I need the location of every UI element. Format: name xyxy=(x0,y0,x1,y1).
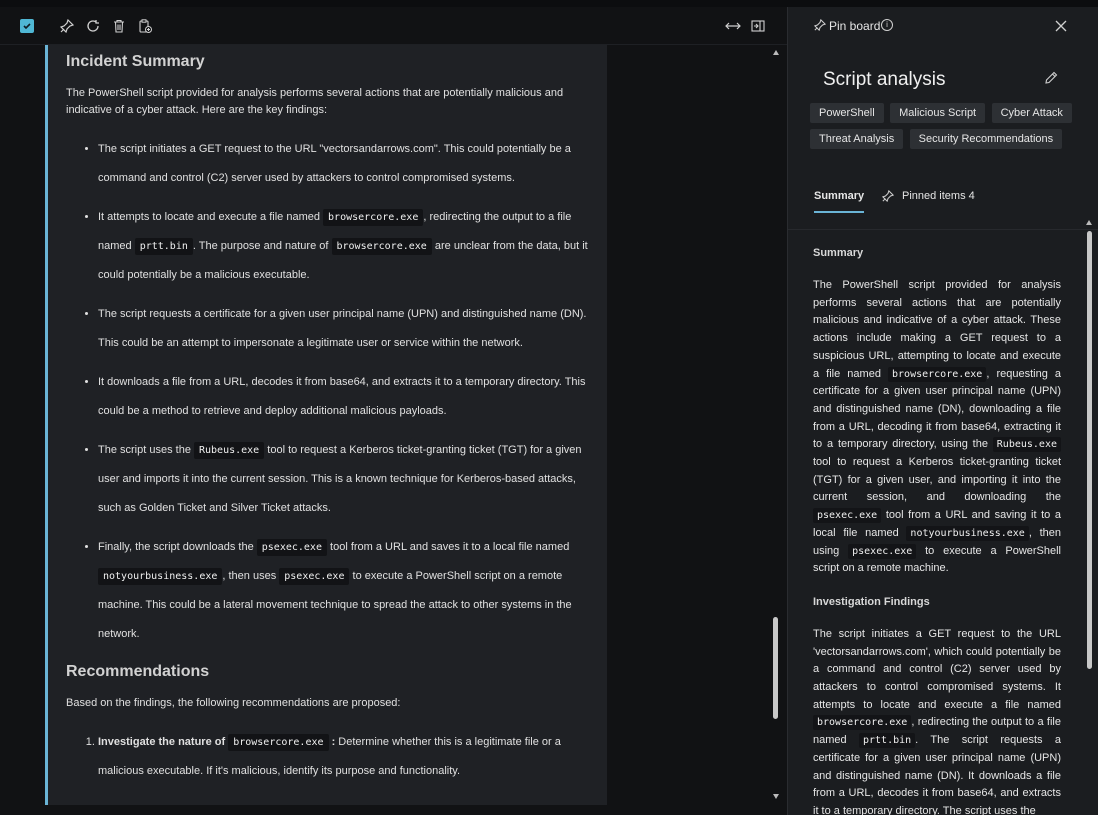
content-scrollbar[interactable] xyxy=(773,45,781,805)
analysis-content xyxy=(45,45,607,805)
delete-button[interactable] xyxy=(110,17,128,35)
recommendations-heading: Recommendations xyxy=(66,663,210,680)
tab-pinned-items[interactable] xyxy=(882,190,975,202)
pin-button[interactable] xyxy=(58,17,76,35)
close-icon[interactable] xyxy=(1055,20,1067,32)
window-top-strip xyxy=(0,0,1098,7)
findings-list xyxy=(66,135,589,649)
intro-text: The PowerShell script provided for analysis performs several actions that are potentially malicious and indicative of a cyber attack. Here are the key findings: xyxy=(66,87,564,116)
summary-body xyxy=(813,247,1061,815)
list-item: • The script requests a certificate for a given user principal name (UPN) and distinguished name (DN). This could be an attempt to impersonate a legitimate user or service within the network. xyxy=(98,300,589,358)
pin-icon xyxy=(814,19,826,31)
pin-icon xyxy=(882,190,894,202)
scroll-up-arrow-icon[interactable] xyxy=(1086,220,1092,225)
recommendations-intro: Based on the findings, the following recommendations are proposed: xyxy=(66,697,401,709)
expand-width-button[interactable] xyxy=(724,17,742,35)
tag[interactable]: Threat Analysis xyxy=(810,129,903,149)
summary-heading: Summary xyxy=(813,247,864,259)
toolbar xyxy=(0,7,787,45)
scroll-down-arrow-icon[interactable] xyxy=(773,794,779,799)
collapse-panel-button[interactable] xyxy=(749,17,767,35)
pin-board-title: Pin board xyxy=(829,19,881,33)
divider xyxy=(788,229,1098,230)
list-item: • The script initiates a GET request to the URL "vectorsandarrows.com". This could potentially be a command and control (C2) server used by attackers to control compromised systems. xyxy=(98,135,589,193)
info-icon[interactable]: i xyxy=(881,19,893,31)
summary-text: The PowerShell script provided for analysis performs several actions that are potentially malicious and indicative of a cyber attack. These actions include making a GET request to a suspicious URL, attempting to locate and execute a file named browsercore.exe , requesting a certificate for a given user principal name (UPN) and distinguished name (DN), downloading a file from a URL, decoding it from base64, extracting it to a temporary directory, using the Rubeus.exe tool to request a Kerberos ticket-granting ticket (TGT) for a given user, and importing it into the current session, and downloading the psexec.exe tool from a URL and saving it to a local file named notyourbusiness.exe , then using psexec.exe to execute a PowerShell script on a remote machine. xyxy=(813,279,1061,575)
pin-board-scrollbar[interactable] xyxy=(1086,217,1094,815)
tab-summary[interactable]: Summary xyxy=(814,190,865,202)
pin-board-panel xyxy=(787,7,1098,815)
pin-icon xyxy=(60,19,74,33)
list-item: • The script uses the Rubeus.exe tool to request a Kerberos ticket-granting ticket (TGT) for a given user and imports it into the current session. This is a known technique for Kerberos-based attacks, such as Golden Ticket and Silver Ticket attacks. xyxy=(98,436,589,523)
select-checkbox[interactable] xyxy=(20,19,34,33)
clipboard-add-icon xyxy=(138,19,152,33)
tag-list xyxy=(810,103,1080,155)
tag[interactable]: Cyber Attack xyxy=(992,103,1072,123)
tag[interactable]: Security Recommendations xyxy=(910,129,1063,149)
incident-summary-heading: Incident Summary xyxy=(66,53,205,70)
scrollbar-thumb[interactable] xyxy=(773,617,778,719)
list-item: 1. Investigate the nature of browsercore.exe : Determine whether this is a legitimate file or a malicious executable. If it's malicious, identify its purpose and functionality. xyxy=(98,728,589,786)
investigation-findings-heading: Investigation Findings xyxy=(813,595,930,608)
recommendations-list xyxy=(66,728,589,786)
tab-pinned-label: Pinned items 4 xyxy=(902,190,975,202)
investigation-findings-text: The script initiates a GET request to the URL 'vectorsandarrows.com', which could potentially be a command and control (C2) server used by attackers to control compromised systems. It attempts to locate and execute a file named browsercore.exe , redirecting the output to a file named prtt.bin . The script requests a certificate for a given user principal name (UPN) and distinguished name (DN). It downloads a file from a URL, decodes it from base64, and extracts it to a temporary directory. The script uses the xyxy=(813,627,1061,815)
active-tab-indicator xyxy=(814,211,864,213)
refresh-icon xyxy=(86,19,100,33)
scrollbar-thumb[interactable] xyxy=(1087,231,1092,669)
edit-pencil-icon[interactable] xyxy=(1044,71,1058,85)
tag[interactable]: Malicious Script xyxy=(890,103,985,123)
scroll-up-arrow-icon[interactable] xyxy=(773,50,779,55)
panel-collapse-icon xyxy=(751,20,765,32)
list-item: • It downloads a file from a URL, decodes it from base64, and extracts it to a temporary directory. This could be a method to retrieve and deploy additional malicious payloads. xyxy=(98,368,589,426)
list-item: • It attempts to locate and execute a file named browsercore.exe , redirecting the output to a file named prtt.bin . The purpose and nature of browsercore.exe are unclear from the data, but it could potentially be a malicious executable. xyxy=(98,203,589,290)
check-icon xyxy=(22,21,32,31)
list-item: • Finally, the script downloads the psexec.exe tool from a URL and saves it to a local file named notyourbusiness.exe , then uses psexec.exe to execute a PowerShell script on a remote machine. This could be a lateral movement technique to spread the attack to other systems in the network. xyxy=(98,533,589,649)
pin-board-name: Script analysis xyxy=(823,69,946,90)
arrows-horizontal-icon xyxy=(725,21,741,31)
add-to-pinboard-button[interactable] xyxy=(136,17,154,35)
refresh-button[interactable] xyxy=(84,17,102,35)
pin-board-header xyxy=(788,7,1098,45)
tag[interactable]: PowerShell xyxy=(810,103,884,123)
trash-icon xyxy=(112,19,126,33)
